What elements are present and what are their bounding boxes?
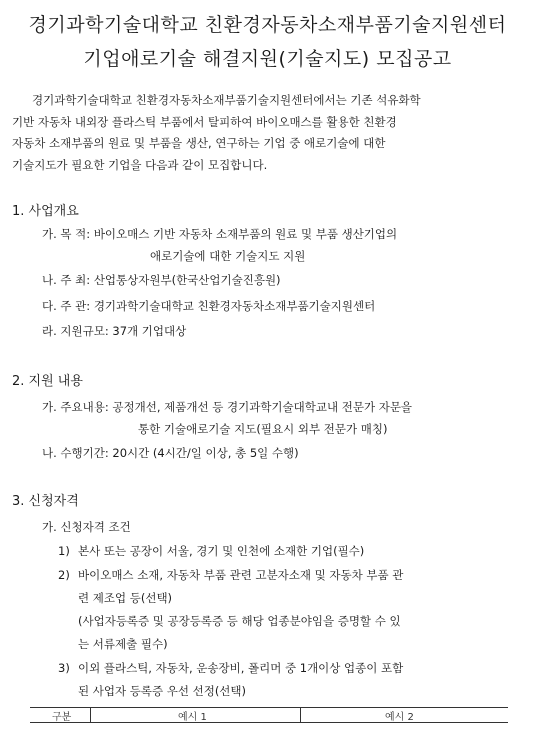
section3-subheading: 가. 신청자격 조건 xyxy=(42,520,131,534)
section3-item-line: 이외 플라스틱, 자동차, 운송장비, 폴리머 중 1개이상 업종이 포함 xyxy=(78,661,404,675)
table-header-cell: 예시 1 xyxy=(178,712,207,723)
section3-item-line: 바이오매스 소재, 자동차 부품 관련 고분자소재 및 자동차 부품 관 xyxy=(78,568,404,582)
item-label: 다. 주 관: xyxy=(42,299,91,313)
item-label: 나. 주 최: xyxy=(42,273,91,287)
intro-line: 자동차 소재부품의 원료 및 부품을 생산, 연구하는 기업 중 애로기술에 대한 xyxy=(12,136,386,150)
section3-item-num: 2) xyxy=(58,568,70,582)
item-text-cont: 통한 기술애로기술 지도(필요시 외부 전문가 매칭) xyxy=(138,422,388,436)
item-label: 나. 수행기간: xyxy=(42,446,109,460)
section2-item xyxy=(42,397,412,417)
table-header-cell: 예시 2 xyxy=(385,712,414,723)
item-text: 공정개선, 제품개선 등 경기과학기술대학교내 전문가 자문을 xyxy=(112,400,413,414)
section3-item-line: 된 사업자 등록증 우선 선정(선택) xyxy=(78,684,247,698)
table-divider xyxy=(90,708,91,722)
section3-item-num: 3) xyxy=(58,661,70,675)
item-text: 산업통상자원부(한국산업기술진흥원) xyxy=(93,273,281,287)
section3-item-num: 1) xyxy=(58,544,70,558)
section2-item xyxy=(42,443,299,463)
section-heading-3: 3. 신청자격 xyxy=(12,494,79,509)
table-divider xyxy=(300,708,301,722)
section3-item-line: 는 서류제출 필수) xyxy=(78,637,168,651)
intro-line: 경기과학기술대학교 친환경자동차소재부품기술지원센터에서는 기존 석유화학 xyxy=(32,93,421,107)
page-title-line2: 기업애로기술 해결지원(기술지도) 모집공고 xyxy=(83,48,452,70)
item-label: 가. 주요내용: xyxy=(42,400,109,414)
page-title-line1: 경기과학기술대학교 친환경자동차소재부품기술지원센터 xyxy=(28,14,507,36)
section1-item xyxy=(42,224,397,244)
intro-line: 기반 자동차 내외장 플라스틱 부품에서 탈피하여 바이오매스를 활용한 친환경 xyxy=(12,114,397,129)
section1-item xyxy=(42,321,186,341)
section-heading-2: 2. 지원 내용 xyxy=(12,374,83,389)
intro-line: 기술지도가 필요한 기업을 다음과 같이 모집합니다. xyxy=(12,157,268,172)
table-header-cell: 구분 xyxy=(52,712,72,723)
section3-item-line: (사업자등록증 및 공장등록증 등 해당 업종분야임을 증명할 수 있 xyxy=(78,614,401,628)
item-text: 바이오매스 기반 자동차 소재부품의 원료 및 부품 생산기업의 xyxy=(93,227,398,241)
table-header-row xyxy=(30,707,508,723)
item-text: 20시간 (4시간/일 이상, 총 5일 수행) xyxy=(112,446,299,460)
item-text: 경기과학기술대학교 친환경자동차소재부품기술지원센터 xyxy=(93,299,376,313)
section3-item-line: 본사 또는 공장이 서울, 경기 및 인천에 소재한 기업(필수) xyxy=(78,544,365,558)
item-text-cont: 애로기술에 대한 기술지도 지원 xyxy=(150,249,306,263)
item-text: 37개 기업대상 xyxy=(112,324,187,338)
section3-item-line: 련 제조업 등(선택) xyxy=(78,591,173,605)
section-heading-1: 1. 사업개요 xyxy=(12,204,79,219)
item-label: 라. 지원규모: xyxy=(42,324,109,338)
item-label: 가. 목 적: xyxy=(42,227,91,241)
intro-paragraph xyxy=(12,90,524,176)
section1-item xyxy=(42,270,281,290)
section1-item xyxy=(42,296,375,316)
